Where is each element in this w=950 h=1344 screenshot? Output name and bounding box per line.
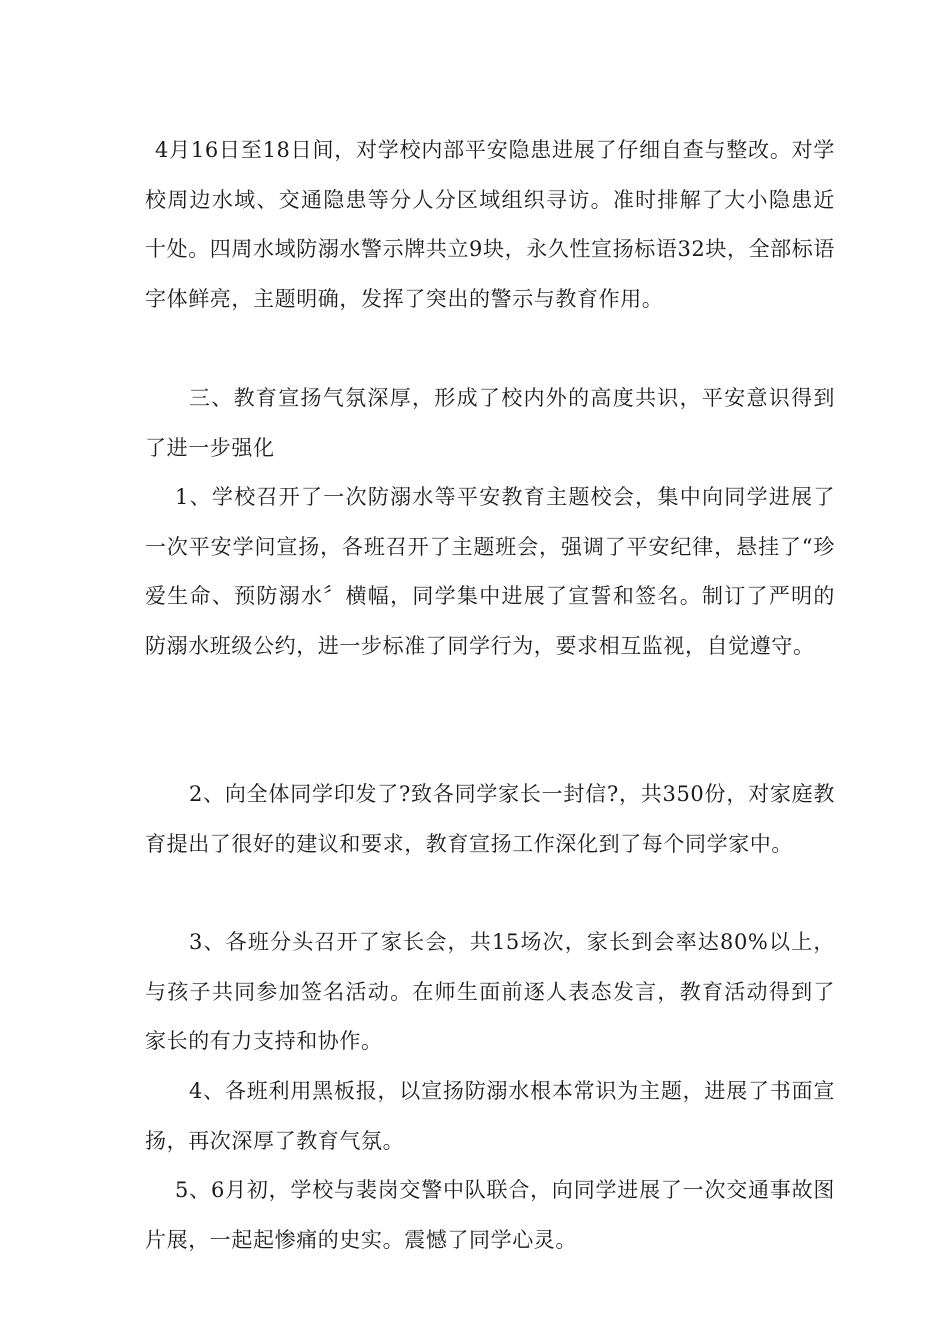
paragraph-inspection: 4月16日至18日间，对学校内部平安隐患进展了仔细自查与整改。对学校周边水域、交通隐患等分人分区域组织寻访。准时排解了大小隐患近十处。四周水域防溺水警示牌共立9块，永久性宣扬标语32块，全部标语字体鲜亮，主题明确，发挥了突出的警示与教育作用。 — [145, 138, 835, 311]
paragraph-item-4: 4、各班利用黑板报，以宣扬防溺水根本常识为主题，进展了书面宣扬，再次深厚了教育气氛。 — [145, 1079, 835, 1153]
paragraph-item-1: 1、学校召开了一次防溺水等平安教育主题校会，集中向同学进展了一次平安学问宣扬，各班召开了主题班会，强调了平安纪律，悬挂了“珍爱生命、预防溺水〞横幅，同学集中进展了宣誓和签名。制订了严明的防溺水班级公约，进一步标准了同学行为，要求相互监视，自觉遵守。 — [145, 485, 835, 658]
paragraph-item-5: 5、6月初，学校与裴岗交警中队联合，向同学进展了一次交通事故图片展，一起起惨痛的史实。震憾了同学心灵。 — [145, 1178, 835, 1252]
paragraph-heading-three: 三、教育宣扬气氛深厚，形成了校内外的高度共识，平安意识得到了进一步强化 — [145, 386, 835, 460]
paragraph-item-3: 3、各班分头召开了家长会，共15场次，家长到会率达80%以上，与孩子共同参加签名活动。在师生面前逐人表态发言，教育活动得到了家长的有力支持和协作。 — [145, 930, 835, 1053]
paragraph-item-2: 2、向全体同学印发了?致各同学家长一封信?，共350份，对家庭教育提出了很好的建议和要求，教育宣扬工作深化到了每个同学家中。 — [145, 782, 835, 856]
